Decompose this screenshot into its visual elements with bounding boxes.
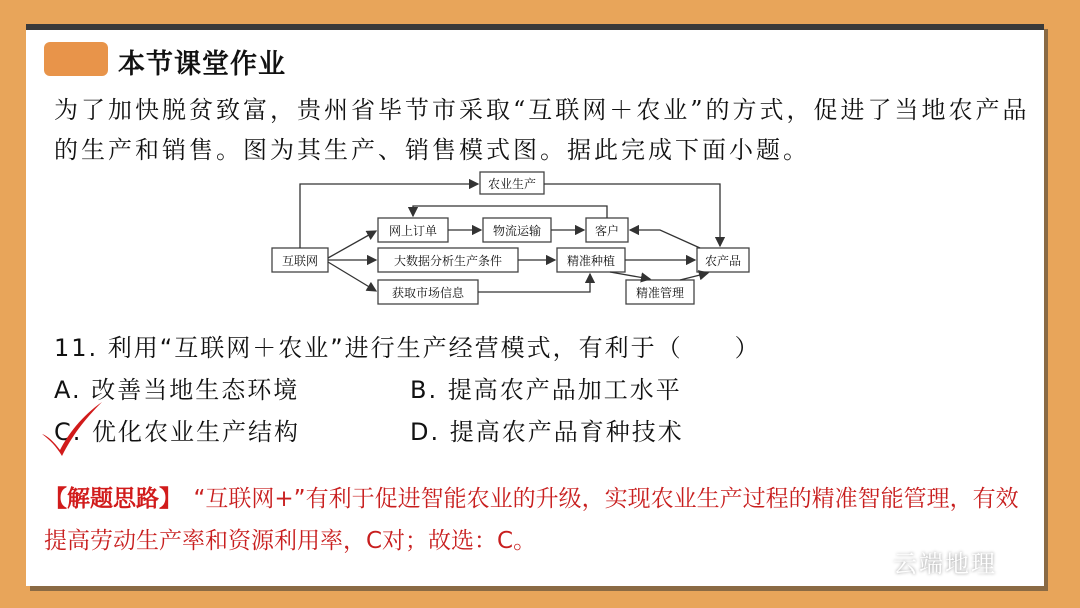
label-precision-planting: 精准种植 (566, 254, 616, 268)
label-logistics: 物流运输 (492, 224, 542, 238)
checkmark-icon (38, 400, 108, 460)
arrow-customer-order (413, 206, 607, 218)
label-agri-products: 农产品 (704, 254, 742, 268)
arrow-production-products (544, 184, 720, 246)
label-internet: 互联网 (281, 254, 319, 268)
section-title: 本节课堂作业 (118, 49, 286, 80)
analysis-heading: 【解题思路】 (44, 486, 171, 512)
label-agri-production: 农业生产 (487, 177, 537, 191)
option-b: B. 提高农产品加工水平 (410, 376, 682, 404)
label-market-info: 获取市场信息 (391, 286, 465, 300)
analysis-text: “互联网+”有利于促进智能农业的升级，实现农业生产过程的精准智能管理，有效提高劳动生产率和资源利用率，C对；故选：C。 (44, 486, 1019, 554)
label-big-data: 大数据分析生产条件 (393, 254, 503, 268)
label-customer: 客户 (594, 224, 620, 238)
arrow-planting-management (610, 272, 650, 279)
label-online-order: 网上订单 (388, 224, 438, 238)
arrow-internet-order (328, 231, 376, 258)
label-precision-management: 精准管理 (635, 286, 685, 300)
watermark: 云端地理 (893, 550, 997, 578)
wechat-icon (862, 548, 892, 574)
question-intro: 为了加快脱贫致富，贵州省毕节市采取“互联网＋农业”的方式，促进了当地农产品的生产和销售。图为其生产、销售模式图。据此完成下面小题。 (54, 96, 1030, 164)
option-a: A. 改善当地生态环境 (54, 376, 300, 404)
option-c: C. 优化农业生产结构 (54, 418, 301, 446)
arrow-market-planting (478, 274, 590, 292)
option-d: D. 提高农产品育种技术 (410, 418, 684, 446)
arrow-management-products (680, 273, 708, 280)
arrow-internet-market (328, 262, 376, 291)
question-stem: 11. 利用“互联网＋农业”进行生产经营模式，有利于（ ） (54, 334, 761, 362)
arrow-products-customer (630, 230, 700, 248)
